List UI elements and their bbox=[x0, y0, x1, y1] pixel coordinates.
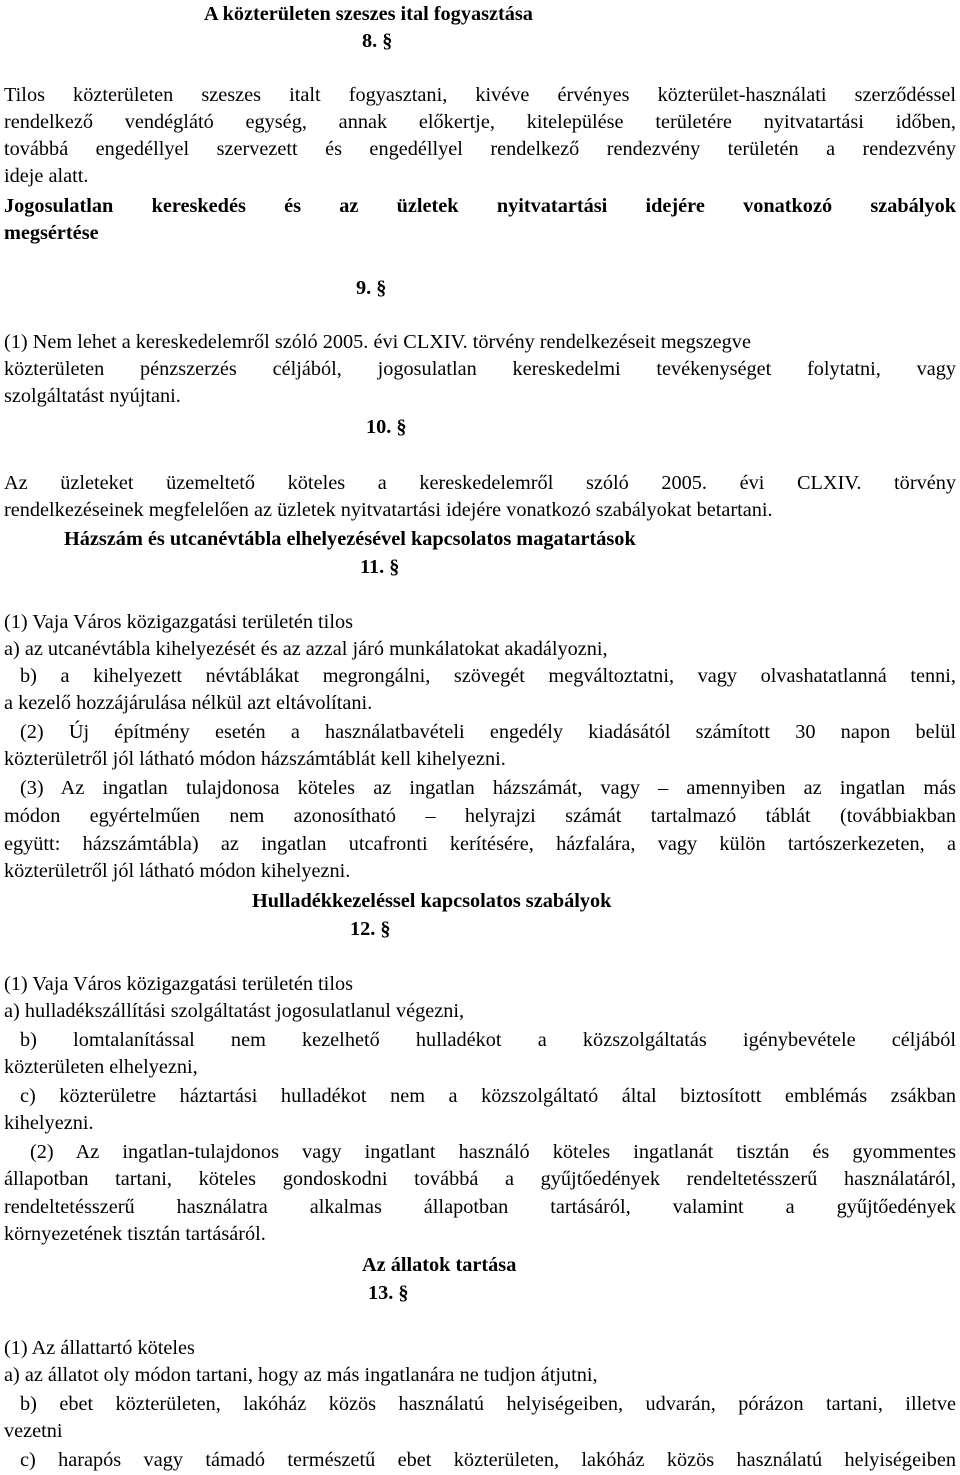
section-12-item-a: a) hulladékszállítási szolgáltatást jogosulatlanul végezni, bbox=[4, 1000, 465, 1022]
section-10-text-line: rendelkezéseinek megfelelően az üzletek nyitvatartási idejére vonatkozó szabályokat betartani. bbox=[4, 499, 773, 521]
section-12-heading: Hulladékkezeléssel kapcsolatos szabályok bbox=[252, 890, 612, 912]
section-10-number: 10. § bbox=[366, 416, 407, 438]
section-8-text-line: továbbá engedéllyel szervezett és engedéllyel rendelkező rendezvény területén a rendezvény bbox=[4, 138, 956, 160]
section-13-number: 13. § bbox=[368, 1282, 409, 1304]
section-13-item-a: a) az állatot oly módon tartani, hogy az más ingatlanára ne tudjon átjutni, bbox=[4, 1364, 598, 1386]
section-12-number: 12. § bbox=[350, 918, 391, 940]
section-11-item-a: a) az utcanévtábla kihelyezését és az azzal járó munkálatokat akadályozni, bbox=[4, 638, 608, 660]
section-11-heading: Házszám és utcanévtábla elhelyezésével kapcsolatos magatartások bbox=[64, 528, 636, 550]
section-12-para-2: (2) Az ingatlan-tulajdonos vagy ingatlant használó köteles ingatlanát tisztán és gyommentes bbox=[30, 1141, 956, 1163]
section-8-text-line: rendelkező vendéglátó egység, annak előkertje, kitelepülése területére nyitvatartási időben, bbox=[4, 111, 956, 133]
section-10-text-line: Az üzleteket üzemeltető köteles a kereskedelemről szóló 2005. évi CLXIV. törvény bbox=[4, 472, 956, 494]
section-11-para-2: közterületről jól látható módon házszámtáblát kell kihelyezni. bbox=[4, 748, 506, 770]
section-9-heading: megsértése bbox=[4, 222, 99, 244]
section-9-heading: Jogosulatlan kereskedés és az üzletek nyitvatartási idejére vonatkozó szabályok bbox=[4, 195, 956, 217]
section-12-item-b: b) lomtalanítással nem kezelhető hulladékot a közszolgáltatás igénybevétele céljából bbox=[20, 1029, 956, 1051]
section-11-number: 11. § bbox=[360, 556, 400, 578]
section-13-item-b: b) ebet közterületen, lakóház közös használatú helyiségeiben, udvarán, pórázon tartani, illetve bbox=[20, 1393, 956, 1415]
section-11-item-b: a kezelő hozzájárulása nélkül azt eltávolítani. bbox=[4, 692, 373, 714]
section-13-item-c: c) harapós vagy támadó természetű ebet közterületen, lakóház közös használatú helyiségeiben bbox=[20, 1449, 956, 1471]
section-13-item-b: vezetni bbox=[4, 1420, 63, 1442]
section-9-number: 9. § bbox=[356, 277, 387, 299]
section-11-para-2: (2) Új építmény esetén a használatbavételi engedély kiadásától számított 30 napon belül bbox=[20, 721, 956, 743]
section-11-para-3: módon egyértelműen nem azonosítható – helyrajzi számát tartalmazó táblát (továbbiakban bbox=[4, 805, 956, 827]
section-11-item-b: b) a kihelyezett névtáblákat megrongálni, szövegét megváltoztatni, vagy olvashatatlanná tenni, bbox=[20, 665, 956, 687]
section-11-intro: (1) Vaja Város közigazgatási területén tilos bbox=[4, 611, 353, 633]
section-8-text-line: Tilos közterületen szeszes italt fogyasztani, kivéve érvényes közterület-használati szerződéssel bbox=[4, 84, 956, 106]
section-12-item-c: kihelyezni. bbox=[4, 1112, 94, 1134]
section-11-para-3: közterületről jól látható módon kihelyezni. bbox=[4, 860, 351, 882]
section-9-text-line: (1) Nem lehet a kereskedelemről szóló 2005. évi CLXIV. törvény rendelkezéseit megszegve bbox=[4, 331, 751, 353]
section-12-para-2: környezetének tisztán tartásáról. bbox=[4, 1223, 266, 1245]
section-13-heading: Az állatok tartása bbox=[362, 1254, 517, 1276]
section-9-text-line: szolgáltatást nyújtani. bbox=[4, 385, 181, 407]
section-11-para-3: együtt: házszámtábla) az ingatlan utcafronti kerítésére, házfalára, vagy külön tartószerkezeten, a bbox=[4, 833, 956, 855]
section-9-text-line: közterületen pénzszerzés céljából, jogosulatlan kereskedelmi tevékenységet folytatni, vagy bbox=[4, 358, 956, 380]
section-12-item-b: közterületen elhelyezni, bbox=[4, 1056, 198, 1078]
section-12-para-2: rendeltetésszerű használatra alkalmas állapotban tartásáról, valamint a gyűjtőedények bbox=[4, 1196, 956, 1218]
section-13-intro: (1) Az állattartó köteles bbox=[4, 1337, 195, 1359]
section-12-intro: (1) Vaja Város közigazgatási területén tilos bbox=[4, 973, 353, 995]
section-8-number: 8. § bbox=[362, 30, 393, 52]
section-8-text-line: ideje alatt. bbox=[4, 165, 89, 187]
section-11-para-3: (3) Az ingatlan tulajdonosa köteles az ingatlan házszámát, vagy – amennyiben az ingatlan más bbox=[20, 777, 956, 799]
section-12-para-2: állapotban tartani, köteles gondoskodni továbbá a gyűjtőedények rendeltetésszerű használatáról, bbox=[4, 1168, 956, 1190]
section-8-heading: A közterületen szeszes ital fogyasztása bbox=[204, 3, 533, 25]
section-12-item-c: c) közterületre háztartási hulladékot nem a közszolgáltató által biztosított emblémás zsákban bbox=[20, 1085, 956, 1107]
